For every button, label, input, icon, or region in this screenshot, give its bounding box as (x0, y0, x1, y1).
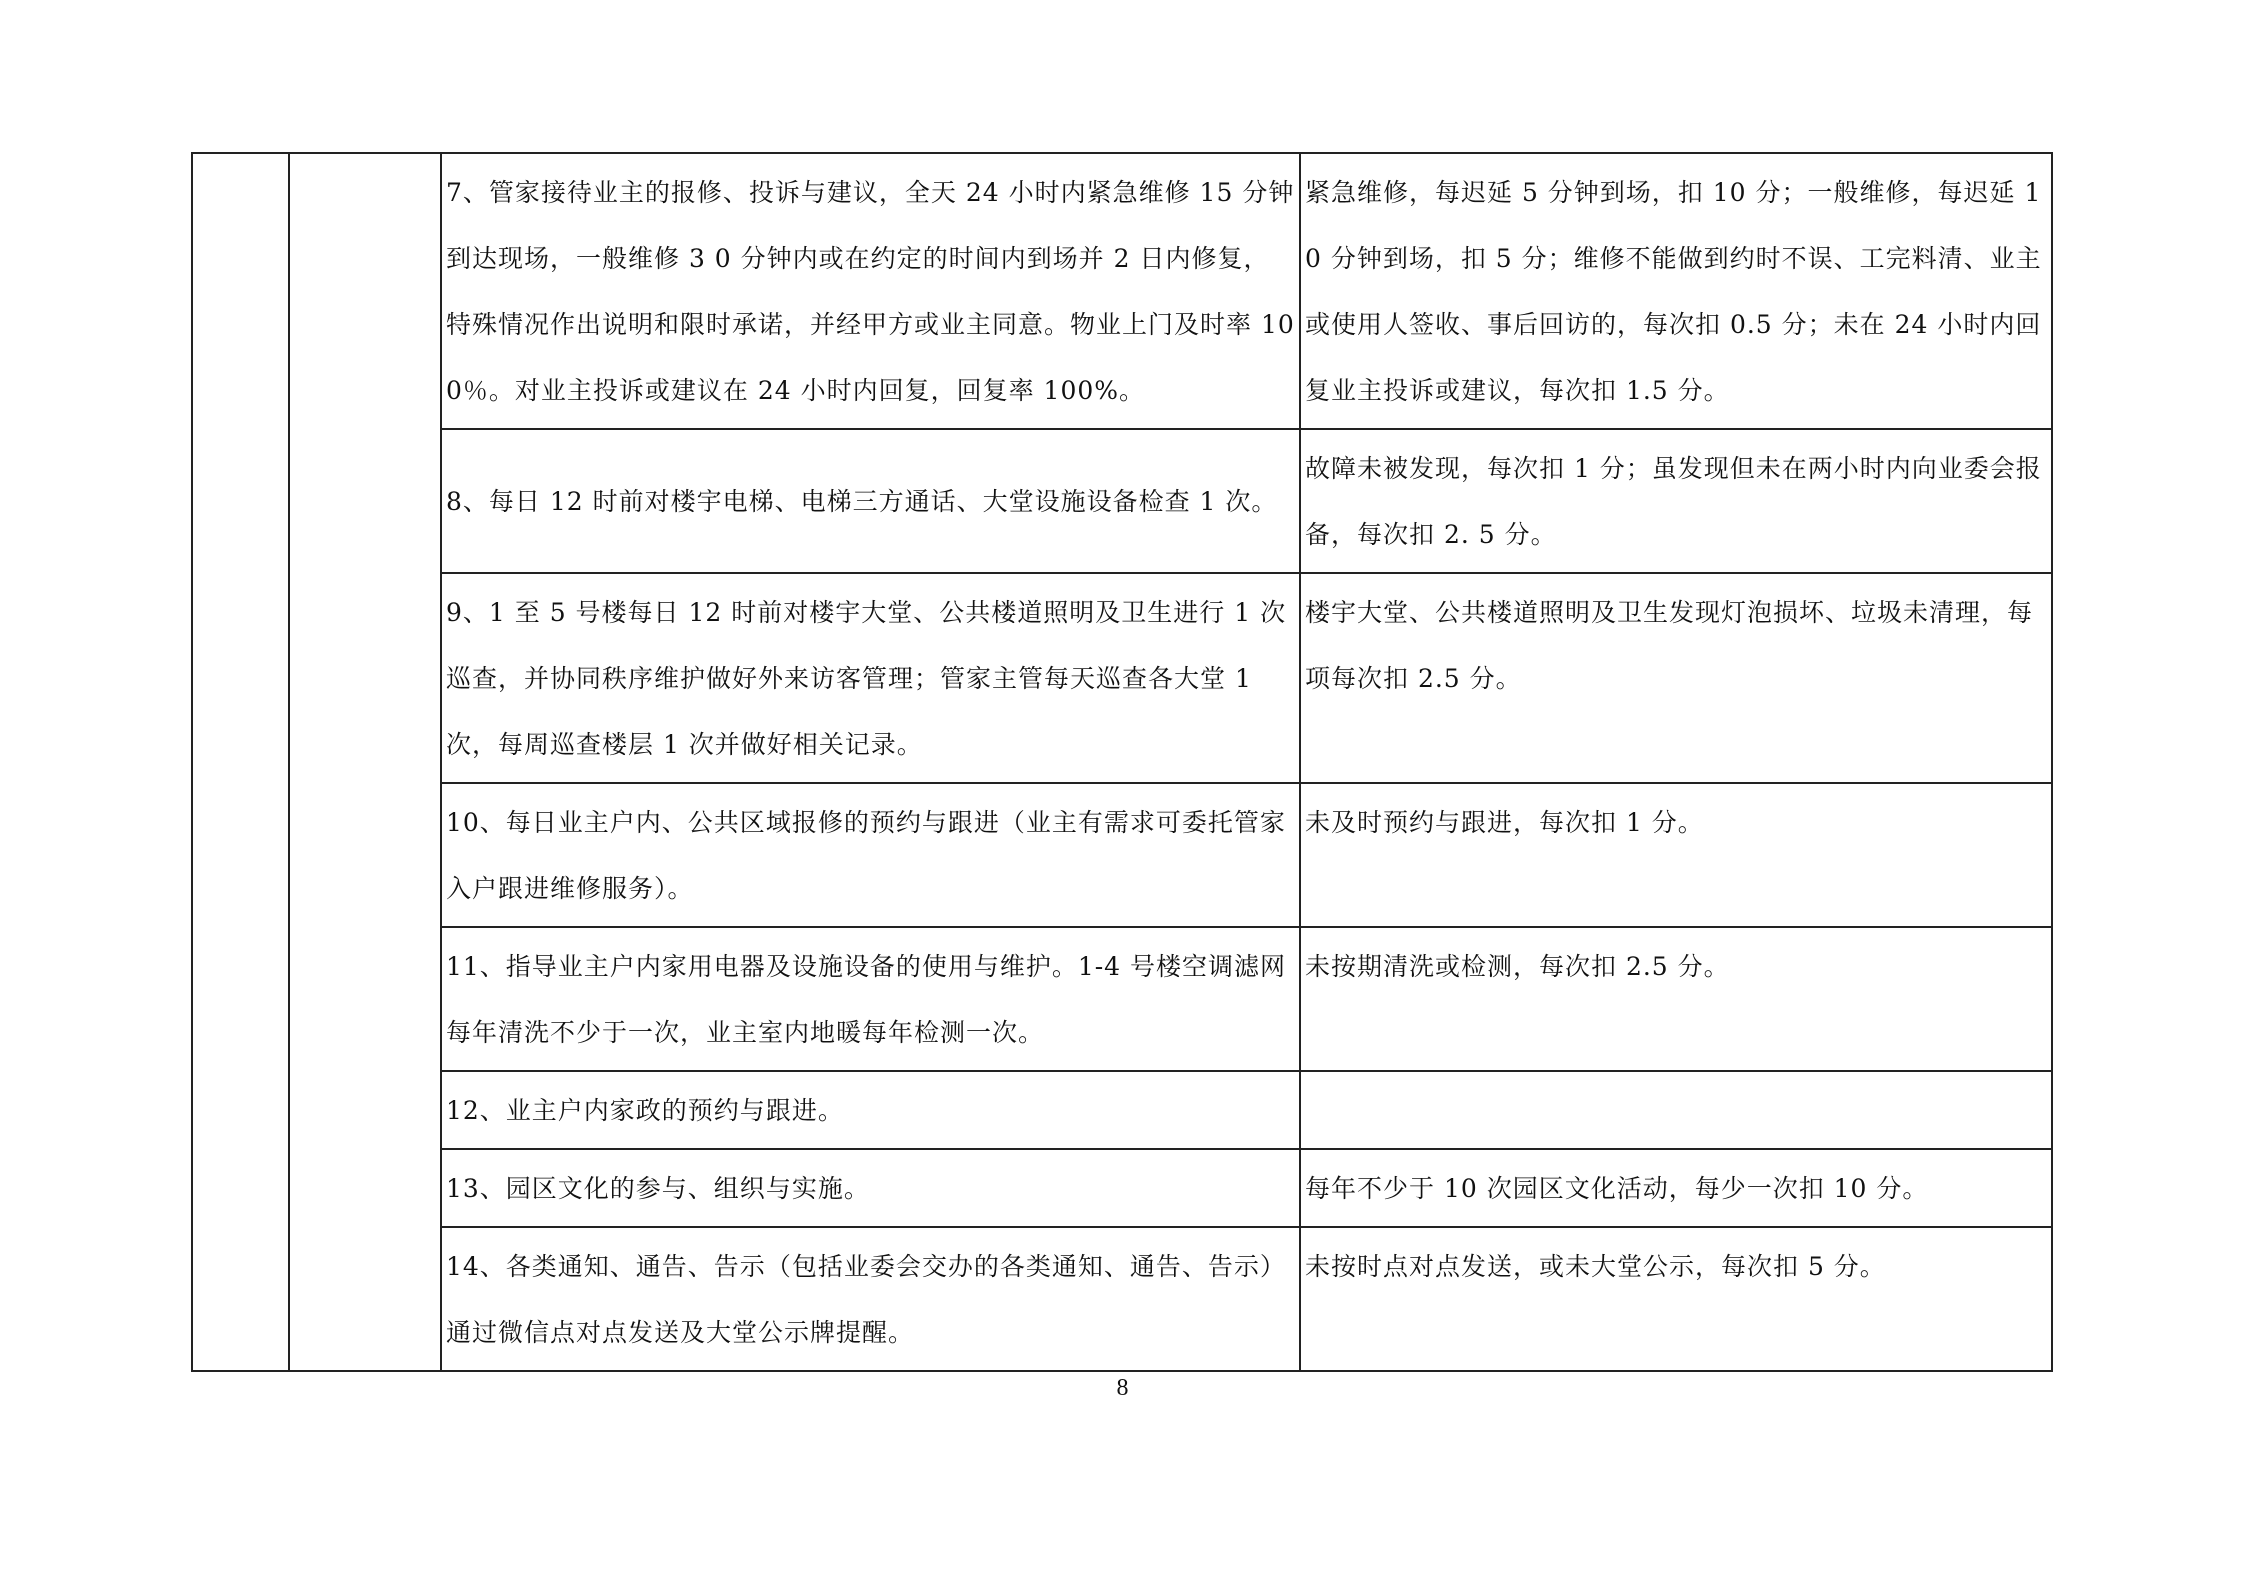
requirement-cell: 8、每日 12 时前对楼宇电梯、电梯三方通话、大堂设施设备检查 1 次。 (441, 429, 1300, 573)
deduction-cell (1300, 1071, 2052, 1149)
requirement-cell: 7、管家接待业主的报修、投诉与建议，全天 24 小时内紧急维修 15 分钟到达现场，一般维修 3 0 分钟内或在约定的时间内到场并 2 日内修复，特殊情况作出说明和限时承诺，并经甲方或业主同意。物业上门及时率 100％。对业主投诉或建议在 24 小时内回复，回复率 100%。 (441, 153, 1300, 429)
category-cell (192, 153, 289, 1371)
requirement-cell: 9、1 至 5 号楼每日 12 时前对楼宇大堂、公共楼道照明及卫生进行 1 次巡查，并协同秩序维护做好外来访客管理；管家主管每天巡查各大堂 1 次，每周巡查楼层 1 次并做好相关记录。 (441, 573, 1300, 783)
table-row (192, 1071, 2052, 1149)
page-number: 8 (1116, 1375, 1129, 1401)
requirement-cell: 11、指导业主户内家用电器及设施设备的使用与维护。1-4 号楼空调滤网每年清洗不少于一次，业主室内地暖每年检测一次。 (441, 927, 1300, 1071)
table-row (192, 429, 2052, 573)
deduction-cell: 每年不少于 10 次园区文化活动，每少一次扣 10 分。 (1300, 1149, 2052, 1227)
requirement-cell: 13、园区文化的参与、组织与实施。 (441, 1149, 1300, 1227)
deduction-cell: 楼宇大堂、公共楼道照明及卫生发现灯泡损坏、垃圾未清理，每项每次扣 2.5 分。 (1300, 573, 2052, 783)
deduction-cell: 紧急维修，每迟延 5 分钟到场，扣 10 分；一般维修，每迟延 10 分钟到场，扣 5 分；维修不能做到约时不误、工完料清、业主或使用人签收、事后回访的，每次扣 0.5 分；未在 24 小时内回复业主投诉或建议，每次扣 1.5 分。 (1300, 153, 2052, 429)
requirement-cell: 14、各类通知、通告、告示（包括业委会交办的各类通知、通告、告示）通过微信点对点发送及大堂公示牌提醒。 (441, 1227, 1300, 1371)
table-row (192, 927, 2052, 1071)
service-standards-table (191, 152, 2053, 1372)
deduction-cell: 未按期清洗或检测，每次扣 2.5 分。 (1300, 927, 2052, 1071)
deduction-cell: 故障未被发现，每次扣 1 分；虽发现但未在两小时内向业委会报备，每次扣 2. 5 分。 (1300, 429, 2052, 573)
table-row (192, 783, 2052, 927)
deduction-cell: 未按时点对点发送，或未大堂公示，每次扣 5 分。 (1300, 1227, 2052, 1371)
deduction-cell: 未及时预约与跟进，每次扣 1 分。 (1300, 783, 2052, 927)
table-row (192, 153, 2052, 429)
subcategory-cell (289, 153, 441, 1371)
table-row (192, 1227, 2052, 1371)
table-row (192, 573, 2052, 783)
requirement-cell: 10、每日业主户内、公共区域报修的预约与跟进（业主有需求可委托管家入户跟进维修服务）。 (441, 783, 1300, 927)
table-row (192, 1149, 2052, 1227)
requirement-cell: 12、业主户内家政的预约与跟进。 (441, 1071, 1300, 1149)
